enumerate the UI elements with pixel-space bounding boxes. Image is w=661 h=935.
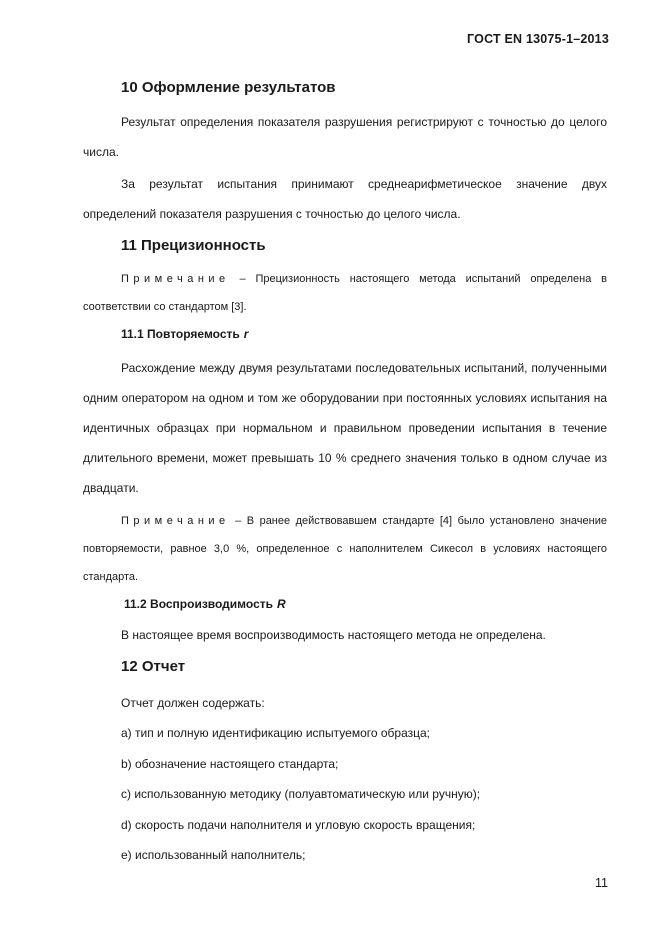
list-item: b) обозначение настоящего стандарта; [121,757,339,771]
repeatability-symbol: r [243,327,249,341]
subsection-11-1-title [121,327,248,341]
report-intro: Отчет должен содержать: [121,696,265,710]
subsection-11-1-paragraph: Расхождение между двумя результатами последовательных испытаний, полученными одним оператором на одном и том же оборудовании при постоянных условиях испытания на идентичных образцах при нормальном и правильном проведении испытания в течение длительного времени, может превышать 10 % среднего значения только в одном случае из двадцати. [83,361,607,495]
note-label: Примечание [121,515,230,527]
note-label: Примечание [121,273,230,285]
note-text: – В ранее действовавшем стандарте [4] было установлено значение повторяемости, равное 3,0 %, определенное с наполнителем Сикесол в условиях настоящего стандарта. [83,515,607,583]
section-12-title: 12 Отчет [121,658,186,675]
section-10-paragraph-1: Результат определения показателя разрушения регистрируют с точностью до целого числа. [83,115,607,159]
page-number: 11 [595,876,608,890]
list-item: a) тип и полную идентификацию испытуемого образца; [121,726,431,740]
document-code-header: ГОСТ EN 13075-1–2013 [467,32,609,46]
note-text: – Прецизионность настоящего метода испытаний определена в соответствии со стандартом [3]. [83,273,607,313]
section-11-title: 11 Прецизионность [121,237,266,254]
subsection-11-2-title [124,597,286,611]
subsection-11-1-label: 11.1 Повторяемость [121,327,240,341]
list-item: e) использованный наполнитель; [121,848,306,862]
reproducibility-symbol: R [277,597,286,611]
section-10-paragraph-2: За результат испытания принимают среднеарифметическое значение двух определений показателя разрушения с точностью до целого числа. [83,177,607,221]
subsection-11-1-note [83,507,607,591]
subsection-11-2-paragraph: В настоящее время воспроизводимость настоящего метода не определена. [121,628,546,642]
list-item: d) скорость подачи наполнителя и угловую скорость вращения; [121,818,476,832]
section-10-title: 10 Оформление результатов [121,79,336,96]
section-11-note [83,265,607,321]
subsection-11-2-label: 11.2 Воспроизводимость [124,597,273,611]
list-item: c) использованную методику (полуавтоматическую или ручную); [121,787,481,801]
